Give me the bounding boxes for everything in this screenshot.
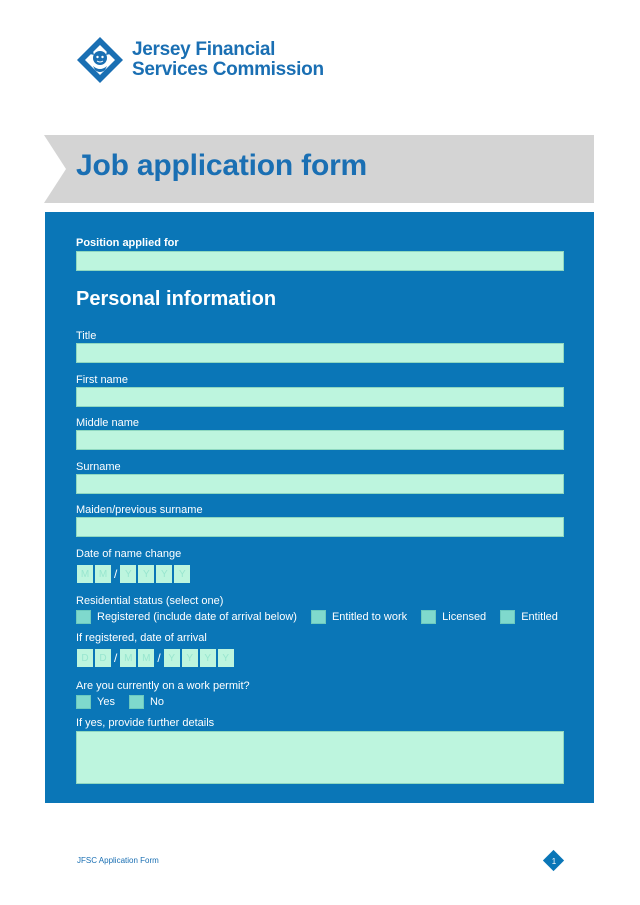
form-panel xyxy=(45,212,594,803)
entitled-checkbox[interactable] xyxy=(500,610,515,624)
date-digit-field[interactable]: M xyxy=(119,648,137,668)
work-permit-label: Are you currently on a work permit? xyxy=(76,680,250,692)
date-separator: / xyxy=(157,651,161,665)
residential-status-options xyxy=(76,610,558,624)
title-label: Title xyxy=(76,330,97,342)
name-change-label: Date of name change xyxy=(76,548,182,560)
date-separator: / xyxy=(114,567,118,581)
maiden-surname-field[interactable] xyxy=(76,517,564,537)
jfsc-diamond-lion-icon xyxy=(76,36,124,84)
date-digit-field[interactable]: Y xyxy=(155,564,173,584)
logo-line-2: Services Commission xyxy=(132,59,324,80)
registered-option-label: Registered (include date of arrival below) xyxy=(97,611,297,623)
banner-notch xyxy=(44,135,66,203)
page-number-badge xyxy=(544,851,564,871)
page-number: 1 xyxy=(551,856,557,866)
middle-name-label: Middle name xyxy=(76,417,139,429)
date-digit-field[interactable]: Y xyxy=(199,648,217,668)
registered-checkbox[interactable] xyxy=(76,610,91,624)
surname-field[interactable] xyxy=(76,474,564,494)
date-digit-field[interactable]: Y xyxy=(119,564,137,584)
licensed-option-label: Licensed xyxy=(442,611,487,623)
page-title: Job application form xyxy=(76,149,368,182)
arrival-date xyxy=(76,648,235,668)
date-digit-field[interactable]: Y xyxy=(217,648,235,668)
date-digit-field[interactable]: D xyxy=(94,648,112,668)
date-digit-field[interactable]: Y xyxy=(173,564,191,584)
entitled-to-work-option-label: Entitled to work xyxy=(331,611,408,623)
date-digit-field[interactable]: M xyxy=(137,648,155,668)
name-change-date xyxy=(76,564,191,584)
further-details-textarea[interactable] xyxy=(76,731,564,784)
date-digit-field[interactable]: Y xyxy=(137,564,155,584)
residential-status-label: Residential status (select one) xyxy=(76,595,224,607)
work-permit-options xyxy=(76,695,178,709)
permit-no-checkbox[interactable] xyxy=(129,695,144,709)
entitled-to-work-checkbox[interactable] xyxy=(311,610,326,624)
position-field[interactable] xyxy=(76,251,564,271)
licensed-checkbox[interactable] xyxy=(421,610,436,624)
footer-text: JFSC Application Form xyxy=(77,856,159,865)
permit-yes-checkbox[interactable] xyxy=(76,695,91,709)
further-details-label: If yes, provide further details xyxy=(76,717,215,729)
logo-wordmark xyxy=(132,40,324,80)
date-digit-field[interactable]: M xyxy=(76,564,94,584)
title-field[interactable] xyxy=(76,343,564,363)
middle-name-field[interactable] xyxy=(76,430,564,450)
first-name-label: First name xyxy=(76,374,128,386)
arrival-date-label: If registered, date of arrival xyxy=(76,632,207,644)
section-title-personal: Personal information xyxy=(76,288,277,310)
date-digit-field[interactable]: M xyxy=(94,564,112,584)
permit-no-label: No xyxy=(149,696,165,708)
jfsc-logo xyxy=(76,36,324,84)
entitled-option-label: Entitled xyxy=(521,611,558,623)
logo-line-1: Jersey Financial xyxy=(132,39,276,60)
date-digit-field[interactable]: Y xyxy=(181,648,199,668)
title-banner xyxy=(44,135,594,203)
surname-label: Surname xyxy=(76,461,121,473)
first-name-field[interactable] xyxy=(76,387,564,407)
date-digit-field[interactable]: D xyxy=(76,648,94,668)
position-label: Position applied for xyxy=(76,237,179,249)
date-digit-field[interactable]: Y xyxy=(163,648,181,668)
maiden-surname-label: Maiden/previous surname xyxy=(76,504,203,516)
permit-yes-label: Yes xyxy=(97,696,115,708)
date-separator: / xyxy=(114,651,118,665)
